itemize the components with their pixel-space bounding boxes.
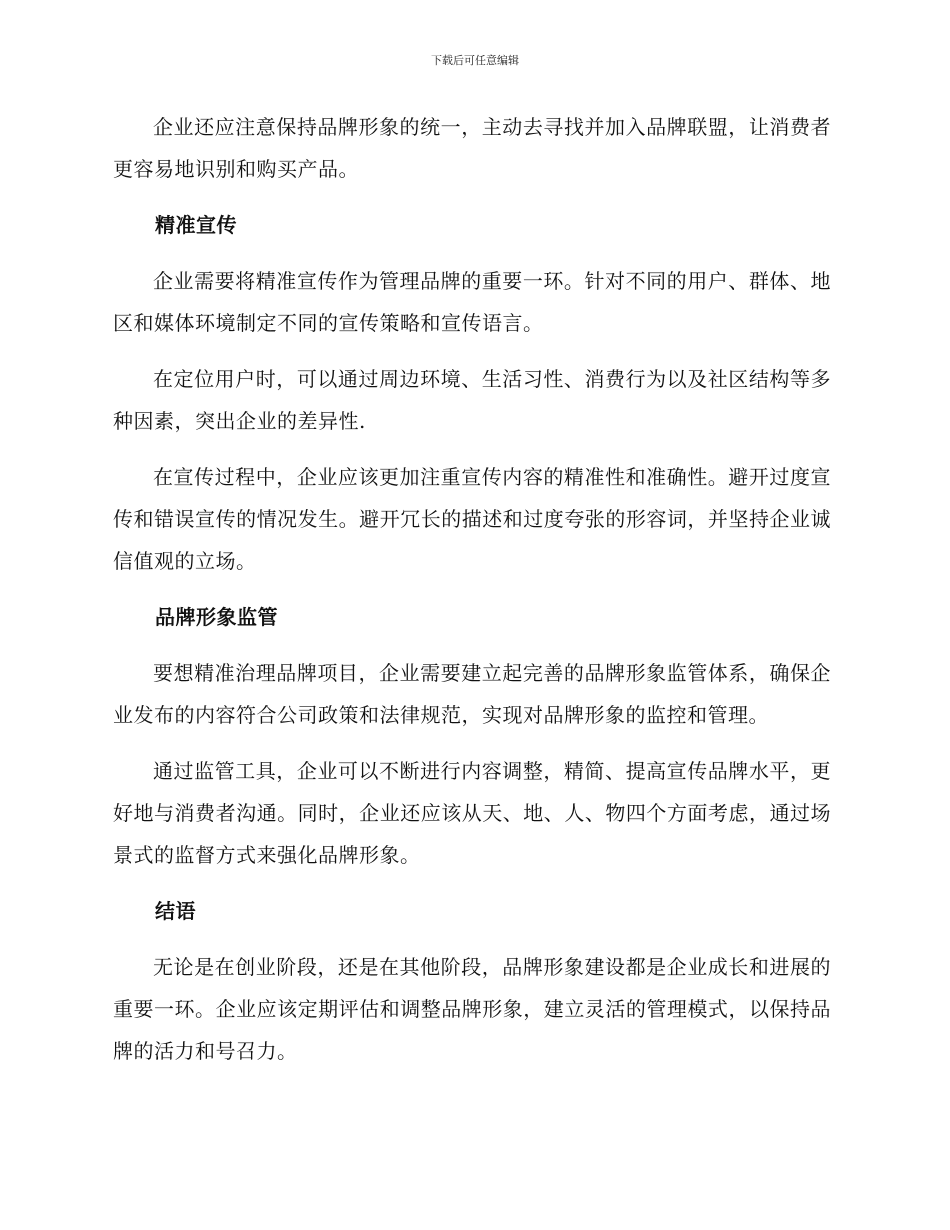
paragraph-brand-consistency: 企业还应注意保持品牌形象的统一，主动去寻找并加入品牌联盟，让消费者更容易地识别和购买产品。 <box>113 115 831 181</box>
heading-precise-promotion: 精准宣传 <box>155 213 237 237</box>
paragraph-user-positioning: 在定位用户时，可以通过周边环境、生活习性、消费行为以及社区结构等多种因素，突出企业的差异性. <box>113 367 831 433</box>
heading-brand-supervision: 品牌形象监管 <box>155 605 278 629</box>
heading-conclusion: 结语 <box>155 899 196 923</box>
paragraph-promotion-accuracy: 在宣传过程中，企业应该更加注重宣传内容的精准性和准确性。避开过度宣传和错误宣传的情况发生。避开冗长的描述和过度夸张的形容词，并坚持企业诚信值观的立场。 <box>113 465 831 573</box>
paragraph-precise-promotion: 企业需要将精准宣传作为管理品牌的重要一环。针对不同的用户、群体、地区和媒体环境制定不同的宣传策略和宣传语言。 <box>113 269 831 335</box>
document-body <box>113 106 831 1086</box>
page-header: 下载后可任意编辑 <box>431 54 519 67</box>
paragraph-conclusion: 无论是在创业阶段，还是在其他阶段，品牌形象建设都是企业成长和进展的重要一环。企业应该定期评估和调整品牌形象，建立灵活的管理模式，以保持品牌的活力和号召力。 <box>113 955 831 1063</box>
paragraph-supervision-tools: 通过监管工具，企业可以不断进行内容调整，精简、提高宣传品牌水平，更好地与消费者沟通。同时，企业还应该从天、地、人、物四个方面考虑，通过场景式的监督方式来强化品牌形象。 <box>113 759 831 867</box>
paragraph-supervision-system: 要想精准治理品牌项目，企业需要建立起完善的品牌形象监管体系，确保企业发布的内容符合公司政策和法律规范，实现对品牌形象的监控和管理。 <box>113 661 831 727</box>
